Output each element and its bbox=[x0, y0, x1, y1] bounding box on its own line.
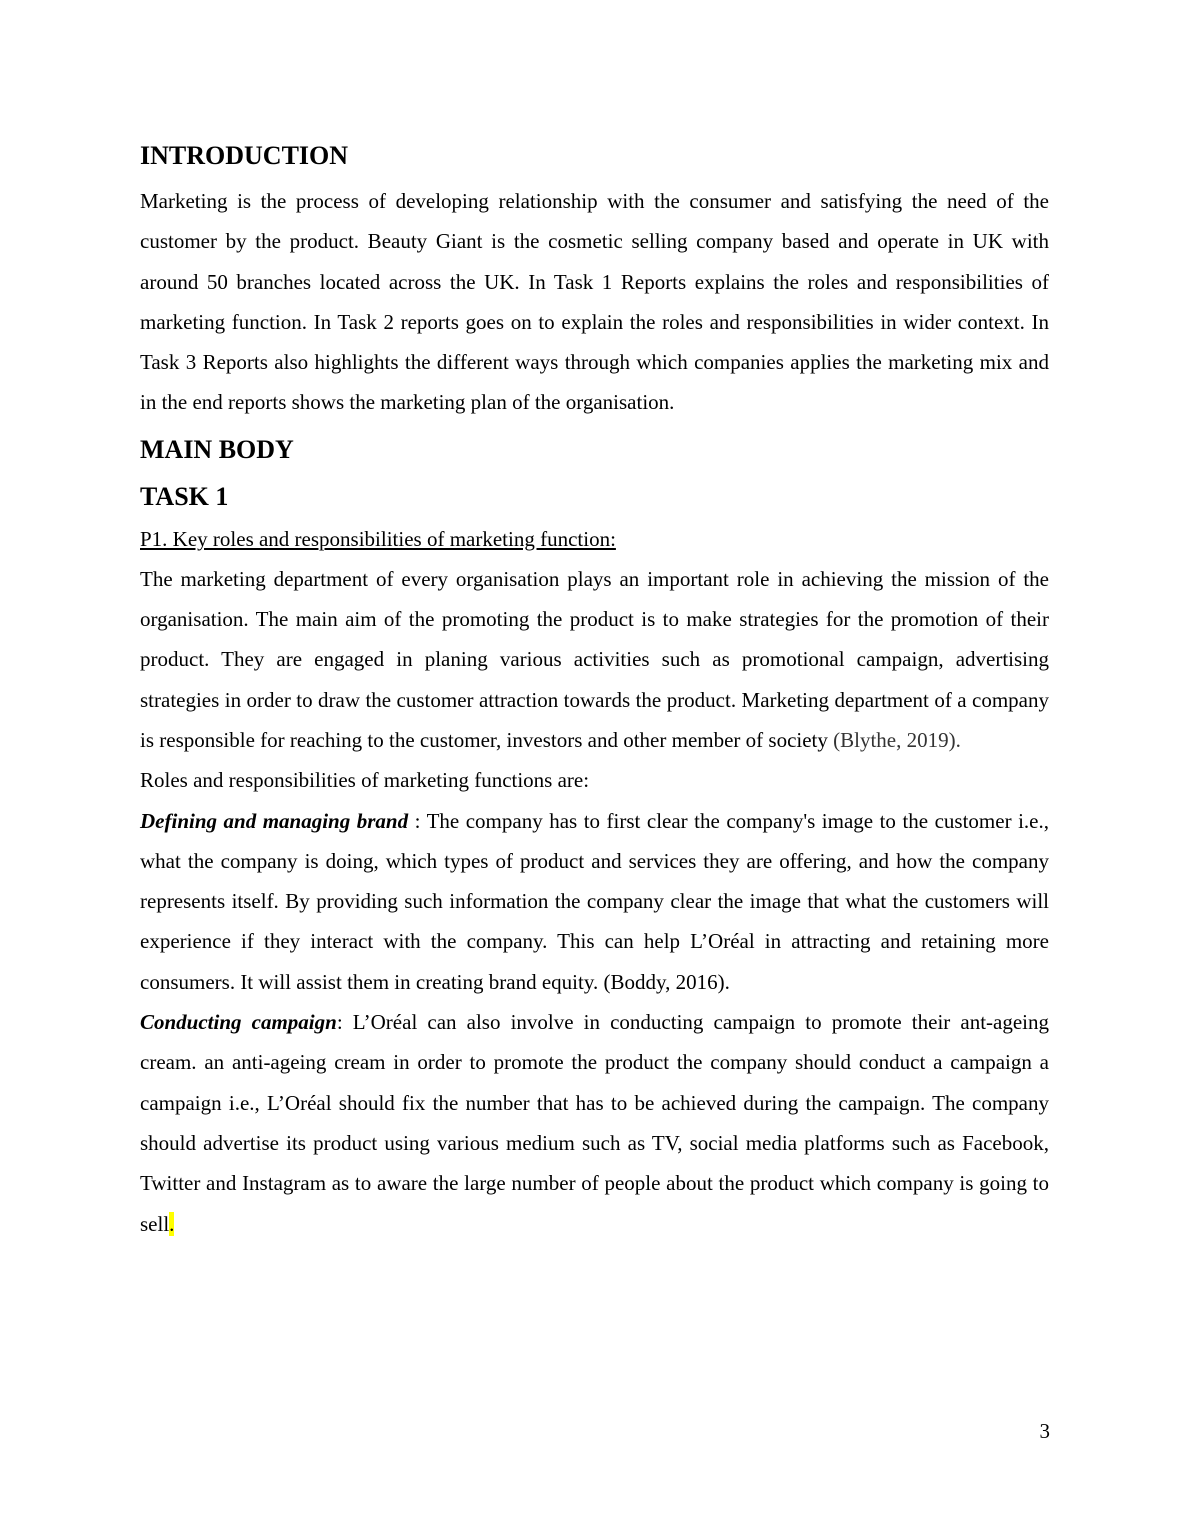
role-defining-brand bbox=[140, 801, 1049, 1002]
introduction-paragraph: Marketing is the process of developing relationship with the consumer and satisfying the need of the customer by the product. Beauty Giant is the cosmetic selling company based and operate in UK with around 50 branches located across the UK. In Task 1 Reports explains the roles and responsibilities of marketing function. In Task 2 reports goes on to explain the roles and responsibilities in wider context. In Task 3 Reports also highlights the different ways through which companies applies the marketing mix and in the end reports shows the marketing plan of the organisation. bbox=[140, 189, 1049, 415]
paragraph-text: The marketing department of every organisation plays an important role in achieving the mission of the organisation. The main aim of the promoting the product is to make strategies for the promotion of their product. They are engaged in planing various activities such as promotional campaign, advertising strategies in order to draw the customer attraction towards the product. Marketing department of a company is responsible for reaching to the customer, investors and other member of society bbox=[140, 566, 1049, 752]
task1-subheading: P1. Key roles and responsibilities of marketing function: bbox=[140, 526, 616, 551]
main-body-heading: MAIN BODY bbox=[140, 434, 294, 464]
page-number: 3 bbox=[1039, 1419, 1050, 1443]
citation: (Blythe, 2019). bbox=[833, 727, 961, 752]
role-description: : The company has to first clear the company's image to the customer i.e., what the company is doing, which types of product and services they are offering, and how the company represents itself. By providing such information the company clear the image that what the customers will experience if they interact with the company. This can help L’Oréal in attracting and retaining more consumers. It will assist them in creating brand equity. (Boddy, 2016). bbox=[140, 808, 1049, 994]
role-conducting-campaign bbox=[140, 1002, 1049, 1244]
role-term: Defining and managing brand bbox=[140, 808, 409, 833]
highlighted-period: . bbox=[169, 1211, 175, 1236]
role-description: : L’Oréal can also involve in conducting campaign to promote their ant-ageing cream. an anti-ageing cream in order to promote the product the company should conduct a campaign a campaign i.e., L’Oréal should fix the number that has to be achieved during the campaign. The company should advertise its product using various medium such as TV, social media platforms such as Facebook, Twitter and Instagram as to aware the large number of people about the product which company is going to sell bbox=[140, 1010, 1049, 1236]
roles-intro: Roles and responsibilities of marketing functions are: bbox=[140, 768, 590, 793]
document-body bbox=[140, 140, 1049, 1244]
role-term: Conducting campaign bbox=[140, 1010, 337, 1035]
task1-heading: TASK 1 bbox=[140, 481, 229, 511]
introduction-heading: INTRODUCTION bbox=[140, 141, 349, 170]
marketing-department-paragraph bbox=[140, 559, 1049, 760]
